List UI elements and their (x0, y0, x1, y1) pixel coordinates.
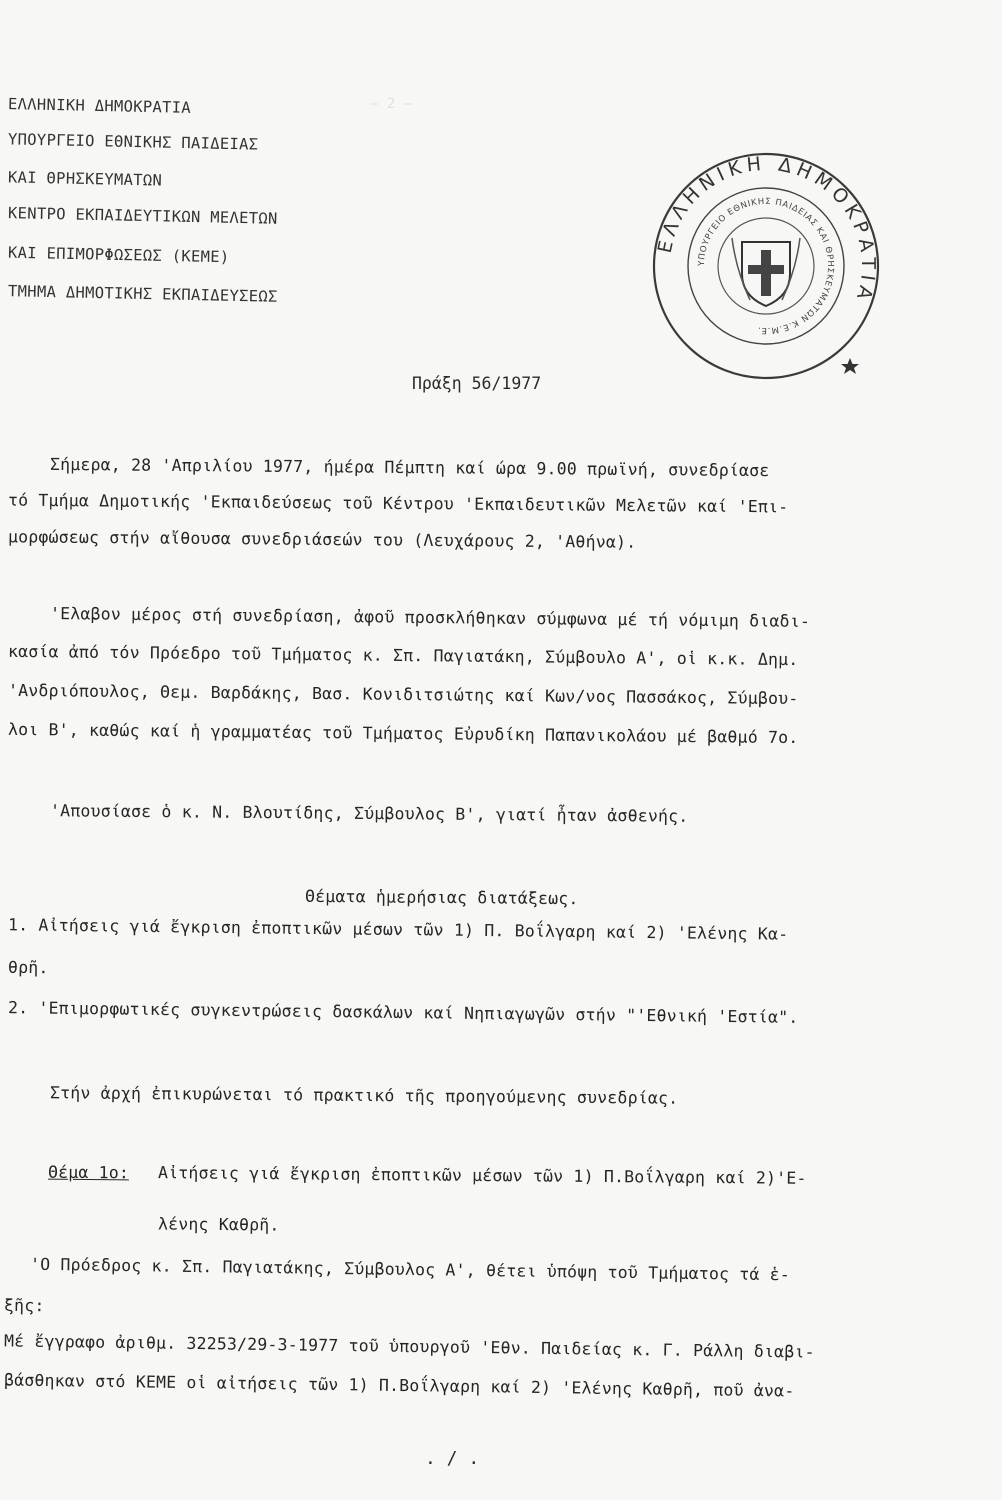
star-icon (841, 358, 859, 374)
intro-line-2: τό Τμήμα Δημοτικής 'Εκπαιδεύσεως τοῦ Κέντρου 'Εκπαιδευτικῶν Μελετῶν καί 'Επι- (7, 490, 789, 517)
topic1-text-1: Αἰτήσεις γιά ἔγκριση ἐποπτικῶν μέσων τῶν 1) Π.Βοΐλγαρη καί 2)'Ε- (157, 1163, 807, 1188)
agenda-item-1: 1. Αἰτήσεις γιά ἔγκριση ἐποπτικῶν μέσων τῶν 1) Π. Βοΐλγαρη καί 2) 'Ελένης Κα- (7, 915, 789, 944)
body-line-1: 'Ο Πρόεδρος κ. Σπ. Παγιατάκης, Σύμβουλος Α', θέτει ὑπόψη τοῦ Τμήματος τά ἑ- (29, 1254, 791, 1285)
topic1-text-2: λένης Καθρῆ. (157, 1214, 280, 1235)
header-line-4: ΚΕΝΤΡΟ ΕΚΠΑΙΔΕΥΤΙΚΩΝ ΜΕΛΕΤΩΝ (7, 204, 278, 228)
absent-line: 'Απουσίασε ὁ κ. Ν. Βλουτίδης, Σύμβουλος Β', γιατί ἦταν ἀσθενής. (49, 801, 689, 826)
intro-line-1: Σήμερα, 28 'Απριλίου 1977, ήμέρα Πέμπτη καί ώρα 9.00 πρωϊνή, συνεδρίασε (49, 454, 770, 481)
topic1-label: Θέμα 1ο: (47, 1162, 130, 1183)
header-line-3: ΚΑΙ ΘΡΗΣΚΕΥΜΑΤΩΝ (7, 168, 163, 190)
header-line-5: ΚΑΙ ΕΠΙΜΟΡΦΩΣΕΩΣ (ΚΕΜΕ) (7, 243, 230, 267)
stamp-inner-text: ΥΠΟΥΡΓΕΙΟ ΕΘΝΙΚΗΣ ΠΑΙΔΕΙΑΣ ΚΑΙ ΘΡΗΣΚΕΥΜΑΤΩΝ Κ.Ε.Μ.Ε. (696, 196, 836, 336)
intro-line-3: μορφώσεως στήν αἴθουσα συνεδριάσεών του (Λευχάρους 2, 'Αθήνα). (7, 527, 637, 552)
attendance-line-3: 'Ανδριόπουλος, Θεμ. Βαρδάκης, Βασ. Κονιδιτσιώτης καί Κων/νος Πασσάκος, Σύμβου- (7, 680, 799, 709)
minutes-note: Στήν ἀρχή ἐπικυρώνεται τό πρακτικό τῆς προηγούμενης συνεδρίας. (49, 1083, 679, 1108)
header-line-1: ΕΛΛΗΝΙΚΗ ΔΗΜΟΚΡΑΤΙΑ (7, 95, 192, 117)
header-line-2: ΥΠΟΥΡΓΕΙΟ ΕΘΝΙΚΗΣ ΠΑΙΔΕΙΑΣ (7, 130, 259, 154)
agenda-item-1-cont: θρῆ. (7, 957, 49, 978)
document-title: Πράξη 56/1977 (412, 374, 542, 393)
body-line-4: βάσθηκαν στό ΚΕΜΕ οἱ αἰτήσεις τῶν 1) Π.Βοΐλγαρη καί 2) 'Ελένης Καθρῆ, ποῦ ἀνα- (3, 1370, 795, 1401)
page-continuation-mark: . / . (425, 1448, 480, 1469)
attendance-line-1: 'Ελαβον μέρος στή συνεδρίαση, ἀφοῦ προσκλήθηκαν σύμφωνα μέ τή νόμιμη διαδι- (49, 604, 811, 631)
header-line-6: ΤΜΗΜΑ ΔΗΜΟΤΙΚΗΣ ΕΚΠΑΙΔΕΥΣΕΩΣ (7, 282, 278, 306)
body-line-3: Μέ ἔγγραφο ἀριθμ. 32253/29-3-1977 τοῦ ὑπουργοῦ 'Εθν. Παιδείας κ. Γ. Ράλλη διαβι- (3, 1331, 815, 1362)
bleed-mark: — 2 — (370, 96, 413, 112)
agenda-heading: Θέματα ἡμερήσιας διατάξεως. (304, 886, 579, 909)
coat-of-arms-icon (732, 238, 800, 306)
official-stamp (650, 150, 882, 382)
stamp-outer-text: ΕΛΛΗΝΙΚΗ ΔΗΜΟΚΡΑΤΙΑ (653, 152, 880, 307)
attendance-line-4: λοι Β', καθώς καί ἡ γραμματέας τοῦ Τμήματος Εὐρυδίκη Παπανικολάου μέ βαθμό 7ο. (7, 719, 799, 748)
body-line-2: ξῆς: (3, 1295, 45, 1316)
attendance-line-2: κασία ἀπό τόν Πρόεδρο τοῦ Τμήματος κ. Σπ. Παγιατάκη, Σύμβουλο Α', οἱ κ.κ. Δημ. (7, 641, 799, 670)
agenda-item-2: 2. 'Επιμορφωτικές συγκεντρώσεις δασκάλων καί Νηπιαγωγῶν στήν "'Εθνική 'Εστία". (7, 998, 799, 1027)
